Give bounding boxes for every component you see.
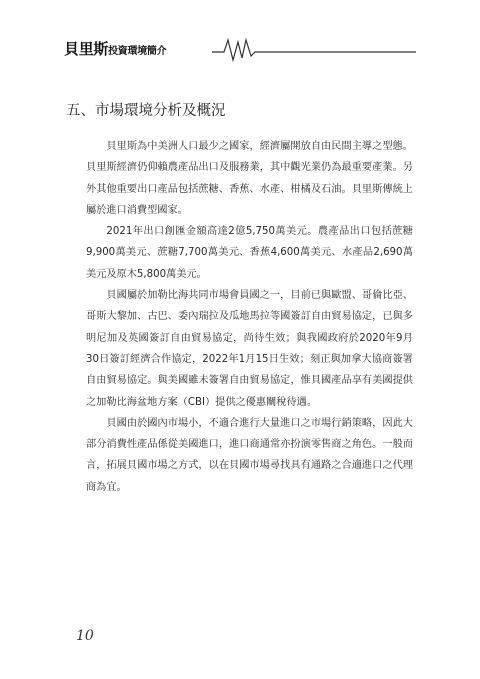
running-header — [64, 26, 416, 66]
paragraph-export-figures: 2021年出口創匯金額高達2億5,750萬美元。農產品出口包括蔗糖9,900萬美元、蔗糖7,700萬美元、香蕉4,600萬美元、水產品2,690萬美元及原木5,800萬美元。 — [86, 226, 413, 280]
header-title-main: 貝里斯 — [64, 40, 109, 58]
page-number: 10 — [76, 628, 94, 644]
paragraph-trade-agreements: 貝國屬於加勒比海共同市場會員國之一，目前已與歐盟、哥倫比亞、哥斯大黎加、古巴、委內瑞拉及瓜地馬拉等國簽訂自由貿易協定，已與多明尼加及英國簽訂自由貿易協定，尚待生效；與我國政府於2020年9月30日簽訂經濟合作協定，2022年1月15日生效；刻正與加拿大協商簽署自由貿易協定。與美國雖未簽署自由貿易協定，惟貝國產品享有美國提供之加勒比海盆地方案（CBI）提供之優惠關稅待遇。 — [86, 290, 413, 408]
body-text — [86, 136, 413, 498]
header-title — [64, 38, 166, 59]
paragraph-market-entry: 貝國由於國內市場小，不適合進行大量進口之市場行銷策略，因此大部分消費性產品係從美國進口，進口商通常亦扮演零售商之角色。一般而言，拓展貝國市場之方式，以在貝國市場尋找具有通路之合適進口之代理商為宜。 — [86, 417, 413, 493]
paragraph-economy-overview: 貝里斯為中美洲人口最少之國家，經濟屬開放自由民間主導之型態。貝里斯經濟仍仰賴農產品出口及服務業，其中觀光業仍為最重要產業。另外其他重要出口產品包括蔗糖、香蕉、水產、柑橘及石油。貝里斯傳統上屬於進口消費型國家。 — [86, 141, 413, 216]
header-title-sub: 投資環境簡介 — [108, 46, 167, 57]
section-heading: 五、市場環境分析及概況 — [66, 103, 226, 119]
